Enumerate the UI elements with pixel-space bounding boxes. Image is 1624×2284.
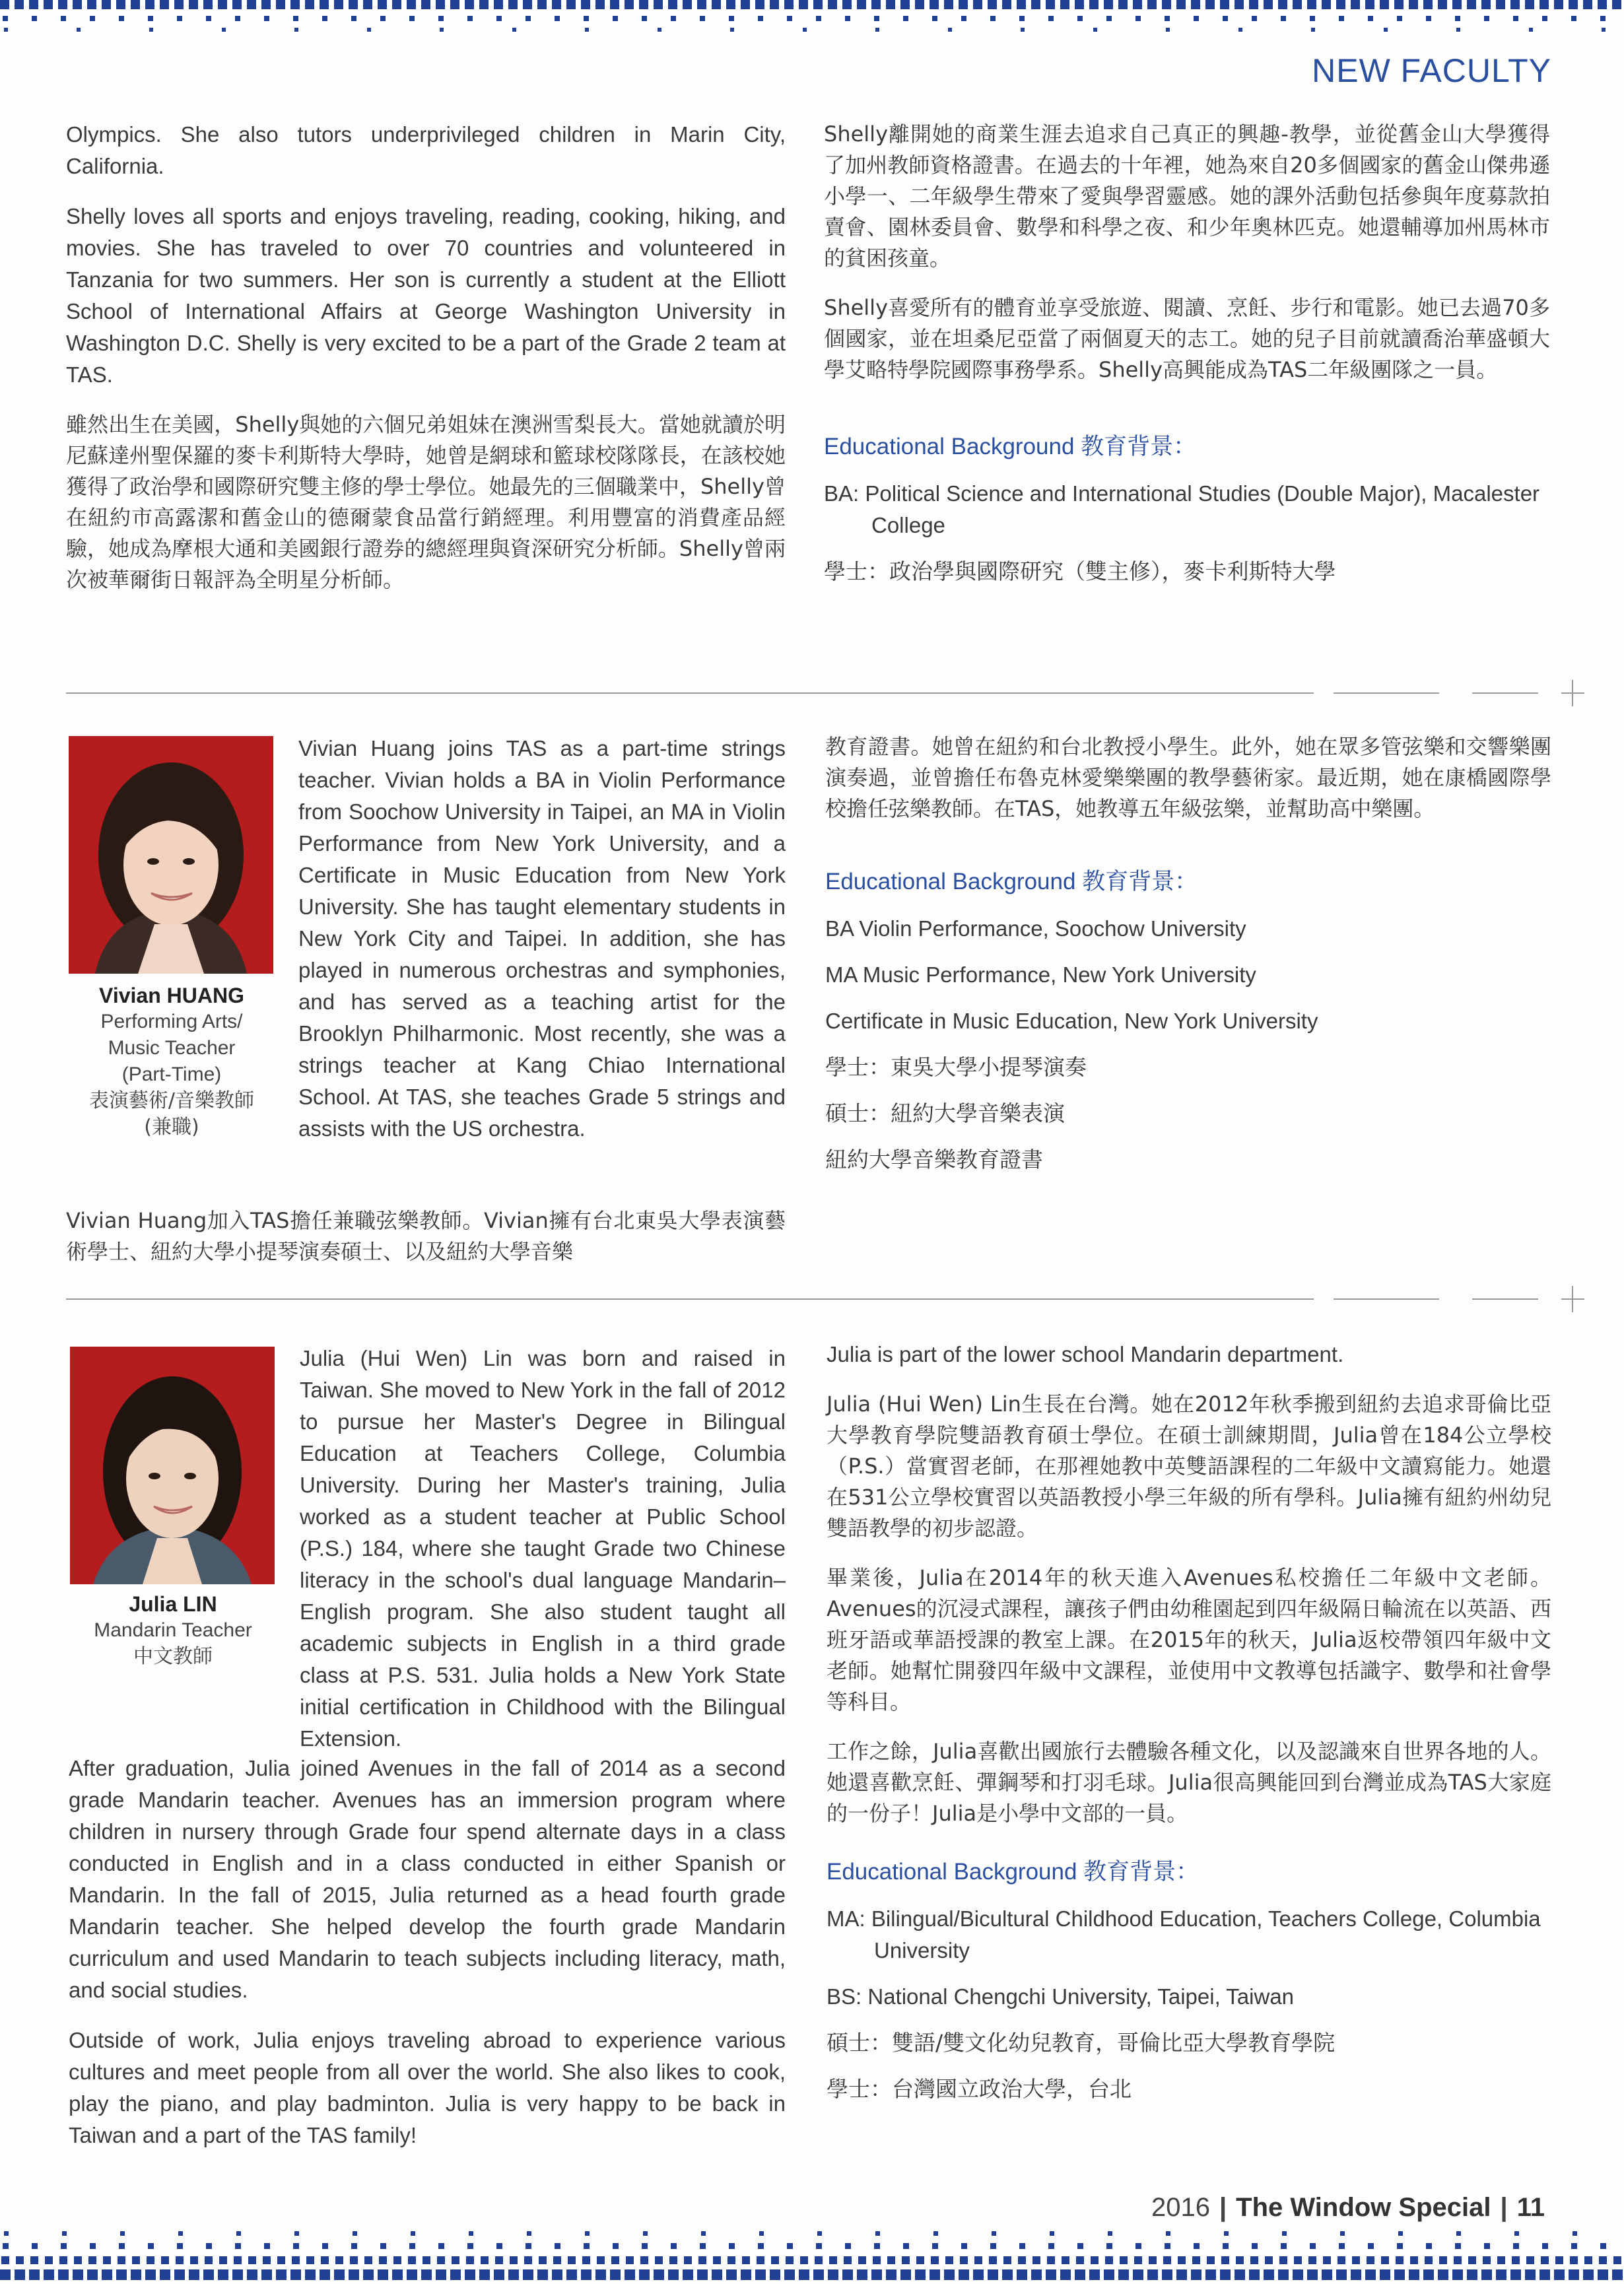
vivian-role-3: (Part-Time): [121, 1063, 222, 1085]
bottom-decorative-band: [0, 2225, 1624, 2284]
vivian-edu-zh-3: 紐約大學音樂教育證書: [825, 1147, 1043, 1172]
julia-bio-zh-1: Julia (Hui Wen) Lin生長在台灣。她在2012年秋季搬到紐約去追求哥倫比亞大學教育學院雙語教育碩士學位。在碩士訓練期間，Julia曾在184公立學校（P.S.）當實習老師，在那裡她教中英雙語課程的二年級中文讀寫能力。她還在531公立學校實習以英語教授小學三年級的所有學科。Julia擁有紐約州幼兒雙語教學的初步認證。: [827, 1392, 1551, 1541]
footer-page-number: 11: [1516, 2193, 1545, 2222]
julia-bio-zh-2: 畢業後，Julia在2014年的秋天進入Avenues私校擔任二年級中文老師。Avenues的沉浸式課程，讓孩子們由幼稚園起到四年級隔日輪流在以英語、西班牙語或華語授課的教室上課。在2015年的秋天，Julia返校帶領四年級中文老師。她幫忙開發四年級中文課程，並使用中文教導包括識字、數學和社會學等科目。: [827, 1565, 1551, 1714]
shelly-left-column: [66, 119, 786, 614]
footer-year: 2016: [1151, 2193, 1210, 2222]
vivian-role-zh: 表演藝術/音樂教師: [88, 1089, 255, 1112]
shelly-bio-en-2: Shelly loves all sports and enjoys traveling, reading, cooking, hiking, and movies. She has traveled to over 70 countries and volunteered in Tanzania for two summers. Her son is currently a student at the Elliott School of International Affairs at George Washington University in Washington D.C. Shelly is very excited to be a part of the Grade 2 team at TAS.: [66, 204, 786, 387]
julia-edu-title: Educational Background 教育背景：: [827, 1859, 1200, 1885]
shelly-bio-en-1: Olympics. She also tutors underprivileged children in Marin City, California.: [66, 122, 786, 178]
vivian-bio-zh-left: [66, 1205, 786, 1286]
julia-right-column: [827, 1339, 1551, 2120]
julia-bio-en-top: [300, 1343, 786, 1773]
vivian-edu-title: Educational Background 教育背景：: [825, 869, 1198, 894]
julia-edu-ma: MA: Bilingual/Bicultural Childhood Education, Teachers College, Columbia University: [827, 1906, 1541, 1963]
footer-publication: The Window Special: [1236, 2193, 1491, 2222]
shelly-bio-zh-2: Shelly離開她的商業生涯去追求自己真正的興趣-教學，並從舊金山大學獲得了加州教師資格證書。在過去的十年裡，她為來自20多個國家的舊金山傑弗遜小學一、二年級學生帶來了愛與學習靈感。她的課外活動包括參與年度募款拍賣會、園林委員會、數學和科學之夜、和少年奧林匹克。她還輔導加州馬林市的貧困孩童。: [824, 121, 1550, 271]
section-divider: [66, 680, 1584, 706]
vivian-edu-ba: BA Violin Performance, Soochow University: [825, 916, 1246, 941]
top-decorative-band: [0, 0, 1624, 40]
julia-name: Julia LIN: [129, 1592, 217, 1616]
julia-photo: [70, 1347, 275, 1584]
vivian-bio-en-1: Vivian Huang joins TAS as a part-time strings teacher. Vivian holds a BA in Violin Performance from Soochow University in Taipei, an MA in Violin Performance from New York University, and a Certificate in Music Education from New York University. She has taught elementary students in New York City and Taipei. In addition, she has played in numerous orchestras and symphonies, and has served as a teaching artist for the Brooklyn Philharmonic. Most recently, she was a strings teacher at Kang Chiao International School. At TAS, she teaches Grade 5 strings and assists with the US orchestra.: [298, 736, 786, 1141]
vivian-edu-zh-2: 碩士：紐約大學音樂表演: [825, 1100, 1065, 1126]
julia-role-1: Mandarin Teacher: [94, 1619, 252, 1641]
shelly-edu-zh: 學士：政治學與國際研究（雙主修），麥卡利斯特大學: [824, 558, 1336, 584]
julia-role-zh: 中文教師: [133, 1645, 213, 1668]
section-divider-2: [66, 1286, 1584, 1312]
vivian-role-1: Performing Arts/: [100, 1011, 243, 1032]
footer-separator-icon: |: [1219, 2193, 1227, 2222]
footer-separator-icon-2: |: [1500, 2193, 1508, 2222]
page-footer: [1151, 2193, 1545, 2223]
shelly-right-column: [824, 119, 1550, 602]
shelly-bio-zh-3: Shelly喜愛所有的體育並享受旅遊、閱讀、烹飪、步行和電影。她已去過70多個國家，並在坦桑尼亞當了兩個夏天的志工。她的兒子目前就讀喬治華盛頓大學艾略特學院國際事務學系。Shelly高興能成為TAS二年級團隊之一員。: [824, 295, 1550, 382]
vivian-bio-zh-2: 教育證書。她曾在紐約和台北教授小學生。此外，她在眾多管弦樂和交響樂團演奏過，並曾擔任布魯克林愛樂樂團的教學藝術家。最近期，她在康橋國際學校擔任弦樂教師。在TAS，她教導五年級弦樂，並幫助高中樂團。: [825, 734, 1551, 821]
vivian-bio-zh-1: Vivian Huang加入TAS擔任兼職弦樂教師。Vivian擁有台北東吳大學表演藝術學士、紐約大學小提琴演奏碩士、以及紐約大學音樂: [66, 1208, 786, 1264]
vivian-right-column: [825, 731, 1551, 1190]
vivian-bio-en: [298, 733, 786, 1163]
vivian-caption: [59, 982, 284, 1141]
julia-bio-en-3: Outside of work, Julia enjoys traveling abroad to experience various cultures and meet people from all over the world. She also likes to cook, play the piano, and play badminton. Julia is very happy to be back in Taiwan and a part of the TAS family!: [69, 2028, 786, 2147]
julia-dept: Julia is part of the lower school Mandarin department.: [827, 1342, 1344, 1366]
julia-caption: [61, 1591, 285, 1670]
vivian-role-2: Music Teacher: [108, 1037, 236, 1059]
section-label: NEW FACULTY: [1312, 52, 1551, 89]
julia-bio-en-1: Julia (Hui Wen) Lin was born and raised in Taiwan. She moved to New York in the fall of 2012 to pursue her Master's Degree in Bilingual Education at Teachers College, Columbia University. During her Master's training, Julia worked as a student teacher at Public School (P.S.) 184, where she taught Grade two Chinese literacy in the school's dual language Mandarin–English program. She also student taught all academic subjects in English in a third grade class at P.S. 531. Julia holds a New York State initial certification in Childhood with the Bilingual Extension.: [300, 1346, 786, 1751]
julia-bio-zh-3: 工作之餘，Julia喜歡出國旅行去體驗各種文化，以及認識來自世界各地的人。她還喜歡烹飪、彈鋼琴和打羽毛球。Julia很高興能回到台灣並成為TAS大家庭的一份子！Julia是小學中文部的一員。: [827, 1739, 1551, 1826]
vivian-edu-ma: MA Music Performance, New York University: [825, 962, 1256, 987]
vivian-photo: [69, 736, 273, 974]
julia-edu-zh-2: 學士：台灣國立政治大學，台北: [827, 2076, 1132, 2102]
shelly-edu-title: Educational Background 教育背景：: [824, 434, 1197, 459]
vivian-role-zh-2: (兼職): [144, 1116, 199, 1139]
vivian-name: Vivian HUANG: [99, 984, 244, 1007]
julia-edu-zh-1: 碩士：雙語/雙文化幼兒教育，哥倫比亞大學教育學院: [827, 2030, 1336, 2056]
shelly-bio-zh-1: 雖然出生在美國，Shelly與她的六個兄弟姐妹在澳洲雪梨長大。當她就讀於明尼蘇達州聖保羅的麥卡利斯特大學時，她曾是網球和籃球校隊隊長，在該校她獲得了政治學和國際研究雙主修的學士學位。她最先的三個職業中，Shelly曾在紐約市高露潔和舊金山的德爾蒙食品當行銷經理。利用豐富的消費產品經驗，她成為摩根大通和美國銀行證券的總經理與資深研究分析師。Shelly曾兩次被華爾街日報評為全明星分析師。: [66, 412, 786, 592]
julia-left-column: [69, 1753, 786, 2170]
julia-bio-en-2: After graduation, Julia joined Avenues in the fall of 2014 as a second grade Mandarin teacher. Avenues has an immersion program where children in nursery through Grade four spend alternate days in a class conducted in English and in a class conducted in either Spanish or Mandarin. In the fall of 2015, Julia returned as a head fourth grade Mandarin teacher. She helped develop the fourth grade Mandarin curriculum and used Mandarin to teach subjects including literacy, math, and social studies.: [69, 1756, 786, 2002]
vivian-edu-cert: Certificate in Music Education, New York University: [825, 1009, 1318, 1033]
julia-edu-bs: BS: National Chengchi University, Taipei, Taiwan: [827, 1984, 1295, 2009]
shelly-edu-ba: BA: Political Science and International Studies (Double Major), Macalester College: [824, 481, 1540, 537]
vivian-edu-zh-1: 學士：東吳大學小提琴演奏: [825, 1054, 1087, 1080]
